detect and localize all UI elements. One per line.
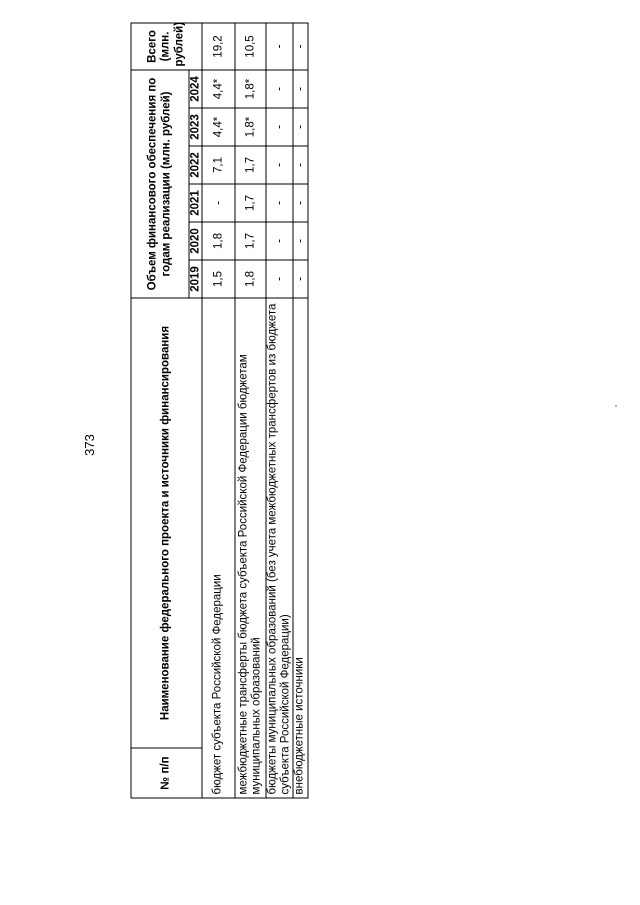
row-label: внебюджетные источники bbox=[293, 298, 307, 798]
year-header: 2020 bbox=[189, 222, 202, 260]
value-cell: - bbox=[293, 70, 307, 108]
row-label: бюджет субъекта Российской Федерации bbox=[202, 298, 235, 798]
row-label: межбюджетные трансферты бюджета субъекта Российской Федерации бюджетам муниципальных образований bbox=[235, 298, 266, 798]
year-header: 2024 bbox=[189, 70, 202, 108]
year-header: 2019 bbox=[189, 260, 202, 298]
value-cell: 1,8 bbox=[235, 260, 266, 298]
year-header: 2021 bbox=[189, 184, 202, 222]
value-cell: - bbox=[266, 222, 293, 260]
value-cell: - bbox=[266, 70, 293, 108]
value-cell: 1,8* bbox=[235, 70, 266, 108]
year-header: 2023 bbox=[189, 108, 202, 146]
value-cell: 7,1 bbox=[202, 146, 235, 184]
value-cell: 1,7 bbox=[235, 184, 266, 222]
value-cell: - bbox=[266, 146, 293, 184]
value-cell: 1,7 bbox=[235, 146, 266, 184]
total-cell: 10,5 bbox=[235, 23, 266, 70]
scan-speck bbox=[615, 405, 617, 407]
value-cell: - bbox=[266, 260, 293, 298]
page-number: 373 bbox=[82, 434, 97, 456]
financing-table-frame bbox=[131, 21, 307, 799]
table-row bbox=[293, 23, 307, 798]
value-cell: 1,5 bbox=[202, 260, 235, 298]
column-header-volume: Объем финансового обеспечения по годам реализации (млн. рублей) bbox=[131, 70, 189, 298]
value-cell: - bbox=[293, 184, 307, 222]
total-cell: - bbox=[266, 23, 293, 70]
total-cell: - bbox=[293, 23, 307, 70]
value-cell: 4,4* bbox=[202, 70, 235, 108]
value-cell: 4,4* bbox=[202, 108, 235, 146]
row-label: бюджеты муниципальных образований (без учета межбюджетных трансфертов из бюджета субъекта Российской Федерации) bbox=[266, 298, 293, 798]
total-cell: 19,2 bbox=[202, 23, 235, 70]
value-cell: - bbox=[293, 108, 307, 146]
column-header-total: Всего (млн. рублей) bbox=[131, 23, 202, 70]
year-header: 2022 bbox=[189, 146, 202, 184]
value-cell: 1,7 bbox=[235, 222, 266, 260]
table-row bbox=[202, 23, 235, 798]
value-cell: - bbox=[202, 184, 235, 222]
value-cell: - bbox=[266, 108, 293, 146]
value-cell: - bbox=[266, 184, 293, 222]
value-cell: 1,8 bbox=[202, 222, 235, 260]
value-cell: 1,8* bbox=[235, 108, 266, 146]
value-cell: - bbox=[293, 260, 307, 298]
table-row bbox=[266, 23, 293, 798]
value-cell: - bbox=[293, 222, 307, 260]
column-header-number: № п/п bbox=[131, 748, 202, 798]
table-row bbox=[235, 23, 266, 798]
value-cell: - bbox=[293, 146, 307, 184]
financing-table bbox=[131, 22, 309, 798]
column-header-name: Наименование федерального проекта и источники финансирования bbox=[131, 298, 202, 748]
